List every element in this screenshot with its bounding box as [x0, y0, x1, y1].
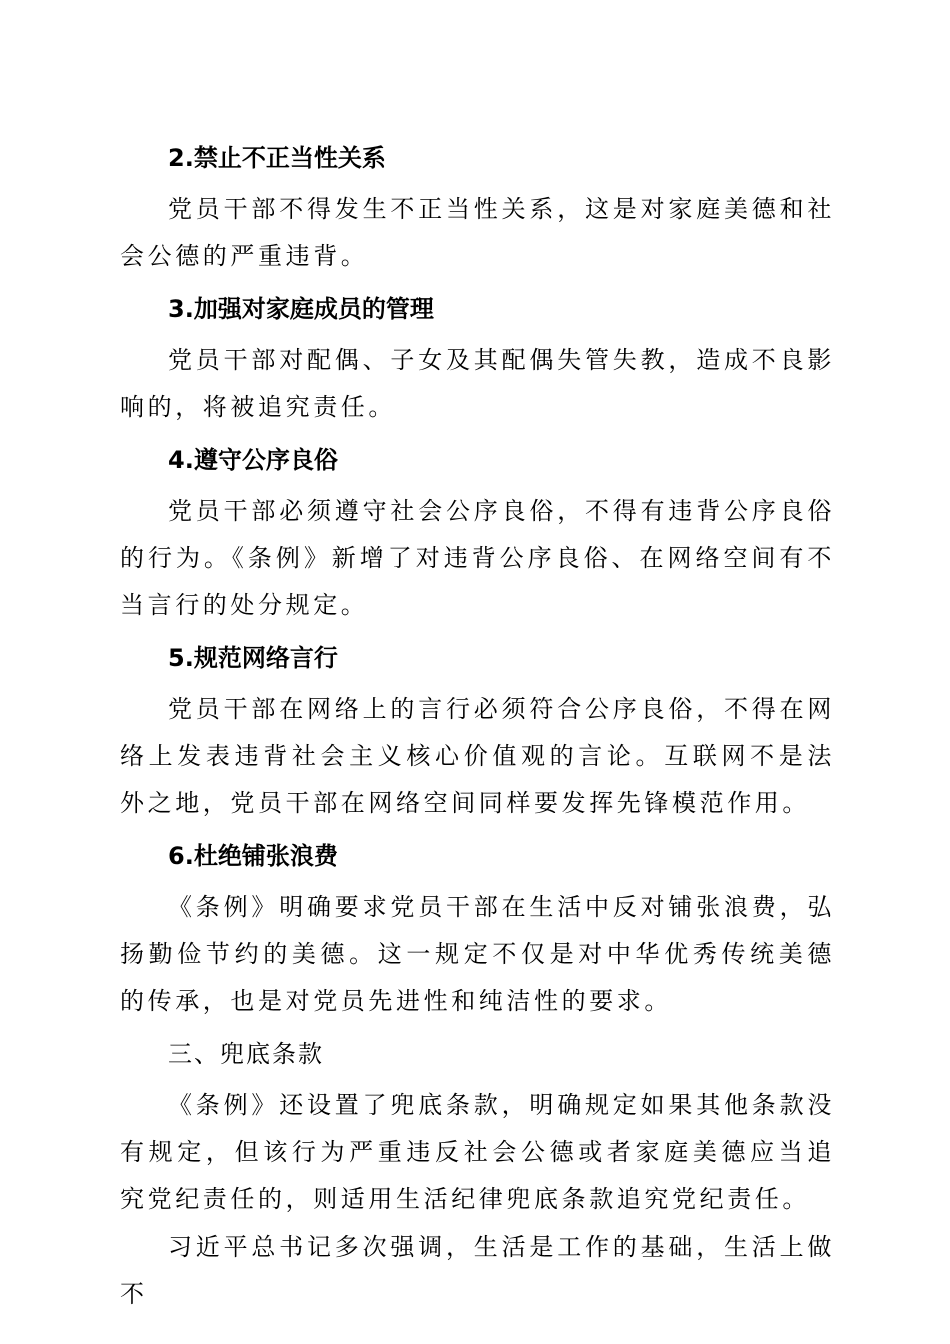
section-fallback-clause	[120, 1026, 835, 1223]
document-page	[120, 130, 835, 1318]
section-heading: 3.加强对家庭成员的管理	[168, 295, 434, 323]
section-paragraph: 《条例》明确要求党员干部在生活中反对铺张浪费，弘扬勤俭节约的美德。这一规定不仅是对中华优秀传统美德的传承，也是对党员先进性和纯洁性的要求。	[120, 893, 835, 1015]
closing-paragraph: 习近平总书记多次强调，生活是工作的基础，生活上做不	[120, 1233, 835, 1308]
section-heading: 三、兜底条款	[168, 1040, 324, 1068]
section-3	[120, 281, 835, 431]
section-heading: 4.遵守公序良俗	[168, 446, 338, 474]
section-paragraph: 党员干部对配偶、子女及其配偶失管失教，造成不良影响的，将被追究责任。	[120, 346, 835, 421]
section-heading: 5.规范网络言行	[168, 644, 338, 672]
section-paragraph: 党员干部不得发生不正当性关系，这是对家庭美德和社会公德的严重违背。	[120, 195, 835, 270]
section-4	[120, 432, 835, 629]
section-heading: 6.杜绝铺张浪费	[168, 842, 338, 870]
section-heading: 2.禁止不正当性关系	[168, 144, 386, 172]
section-5	[120, 630, 835, 827]
section-6	[120, 828, 835, 1025]
section-paragraph: 党员干部在网络上的言行必须符合公序良俗，不得在网络上发表违背社会主义核心价值观的言论。互联网不是法外之地，党员干部在网络空间同样要发挥先锋模范作用。	[120, 695, 835, 817]
section-paragraph: 《条例》还设置了兜底条款，明确规定如果其他条款没有规定，但该行为严重违反社会公德或者家庭美德应当追究党纪责任的，则适用生活纪律兜底条款追究党纪责任。	[120, 1091, 835, 1213]
section-2	[120, 130, 835, 280]
section-paragraph: 党员干部必须遵守社会公序良俗，不得有违背公序良俗的行为。《条例》新增了对违背公序良俗、在网络空间有不当言行的处分规定。	[120, 497, 835, 619]
